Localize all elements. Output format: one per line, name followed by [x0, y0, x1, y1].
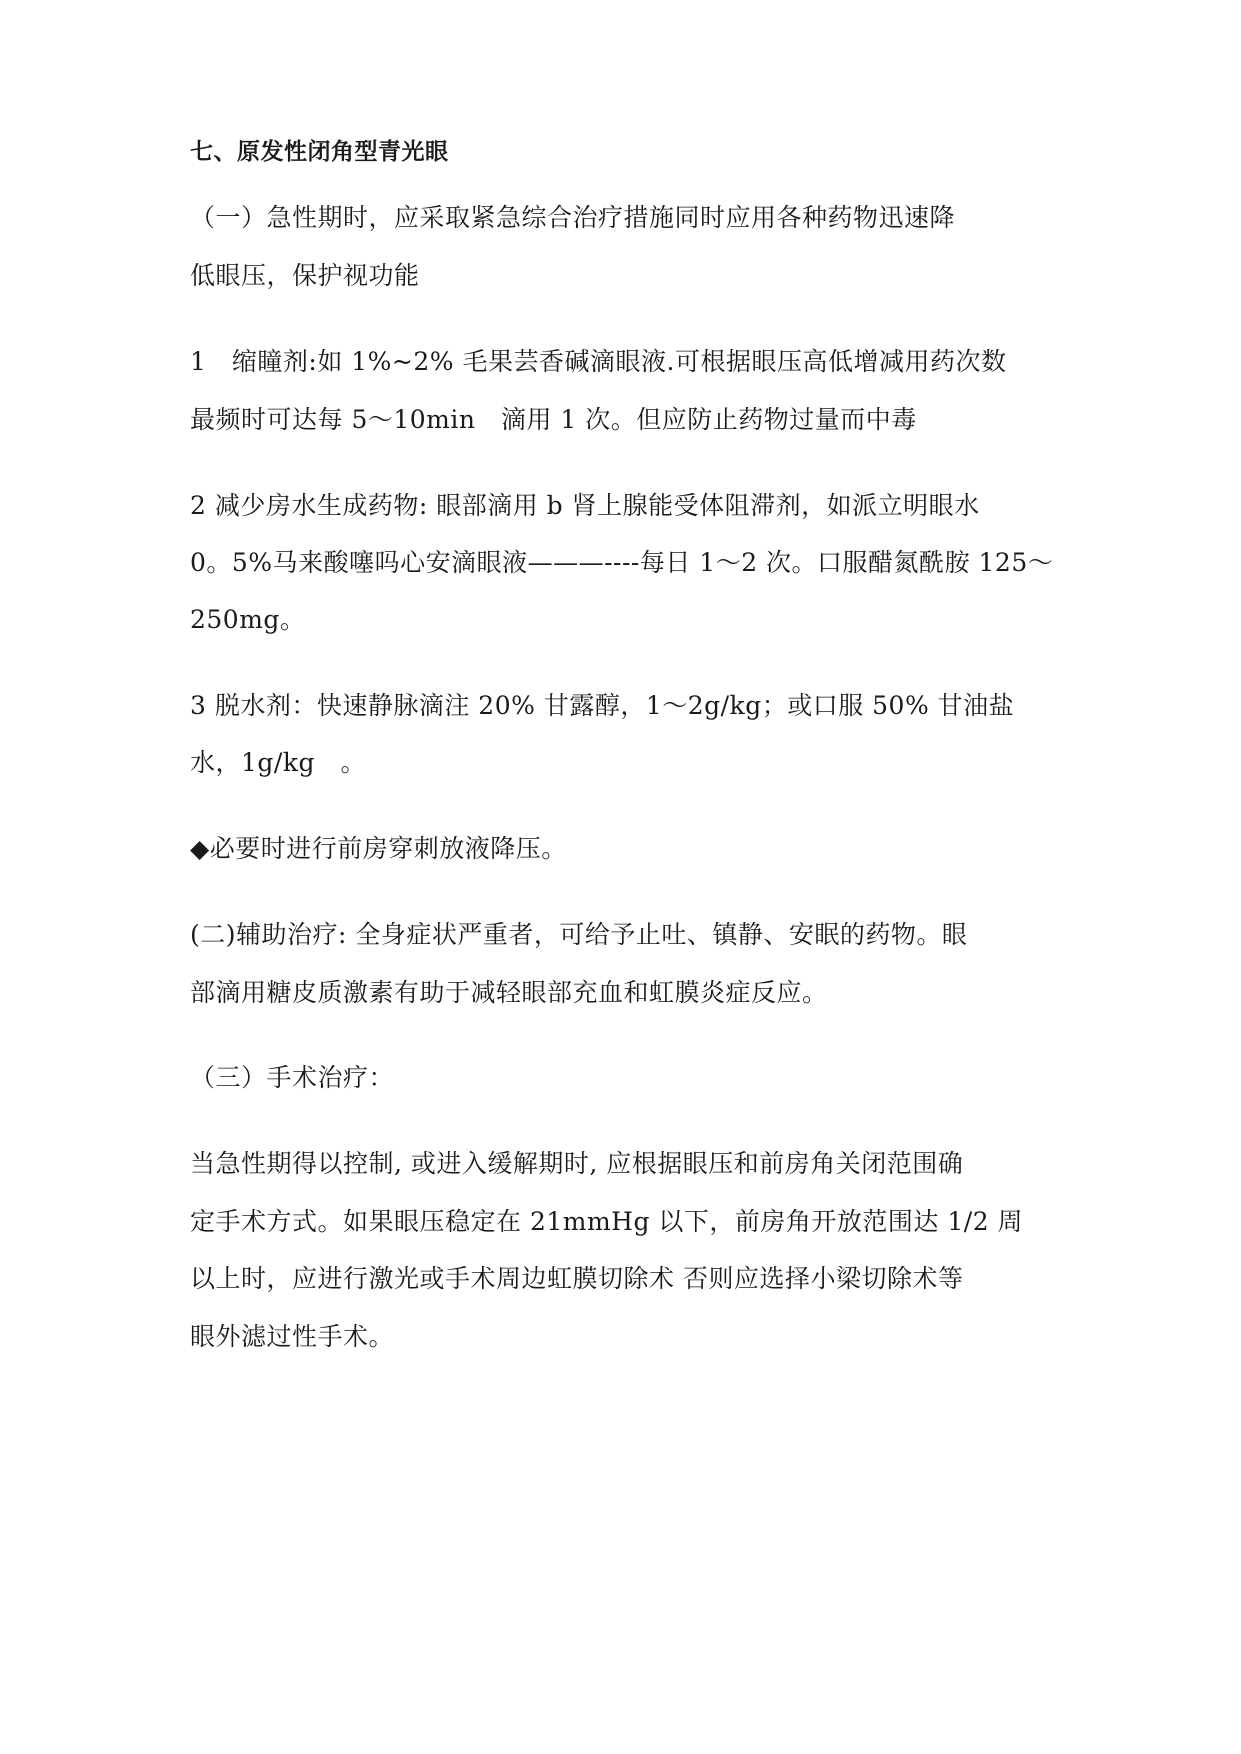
paragraph-line: 0。5%马来酸噻吗心安滴眼液———----每日 1～2 次。口服醋氮酰胺 125～ [190, 548, 1054, 577]
paragraph-line: ◆必要时进行前房穿刺放液降压。 [190, 834, 567, 863]
section-title: 七、原发性闭角型青光眼 [190, 138, 449, 165]
paragraph-line: 以上时，应进行激光或手术周边虹膜切除术 否则应选择小梁切除术等 [190, 1264, 964, 1293]
paragraph-line: 定手术方式。如果眼压稳定在 21mmHg 以下，前房角开放范围达 1/2 周 [190, 1207, 1024, 1236]
paragraph-line: 水，1g/kg 。 [190, 748, 366, 777]
paragraph-line: 1 缩瞳剂:如 1%~2% 毛果芸香碱滴眼液.可根据眼压高低增减用药次数 [190, 347, 1007, 376]
paragraph-line: 部滴用糖皮质激素有助于减轻眼部充血和虹膜炎症反应。 [190, 978, 828, 1007]
paragraph-line: 当急性期得以控制, 或进入缓解期时, 应根据眼压和前房角关闭范围确 [190, 1149, 964, 1178]
paragraph-line: （一）急性期时，应采取紧急综合治疗措施同时应用各种药物迅速降 [190, 203, 956, 232]
paragraph-line: 250mg。 [190, 605, 306, 634]
paragraph-line: 低眼压，保护视功能 [190, 261, 420, 290]
paragraph-line: 3 脱水剂：快速静脉滴注 20% 甘露醇，1～2g/kg；或口服 50% 甘油盐 [190, 691, 1015, 720]
paragraph-line: 最频时可达每 5～10min 滴用 1 次。但应防止药物过量而中毒 [190, 405, 917, 434]
paragraph-line: （三）手术治疗： [190, 1063, 395, 1092]
paragraph-line: 2 减少房水生成药物: 眼部滴用 b 肾上腺能受体阻滞剂，如派立明眼水 [190, 491, 980, 520]
paragraph-line: 眼外滤过性手术。 [190, 1322, 395, 1351]
paragraph-line: (二)辅助治疗: 全身症状严重者，可给予止吐、镇静、安眠的药物。眼 [190, 920, 968, 949]
